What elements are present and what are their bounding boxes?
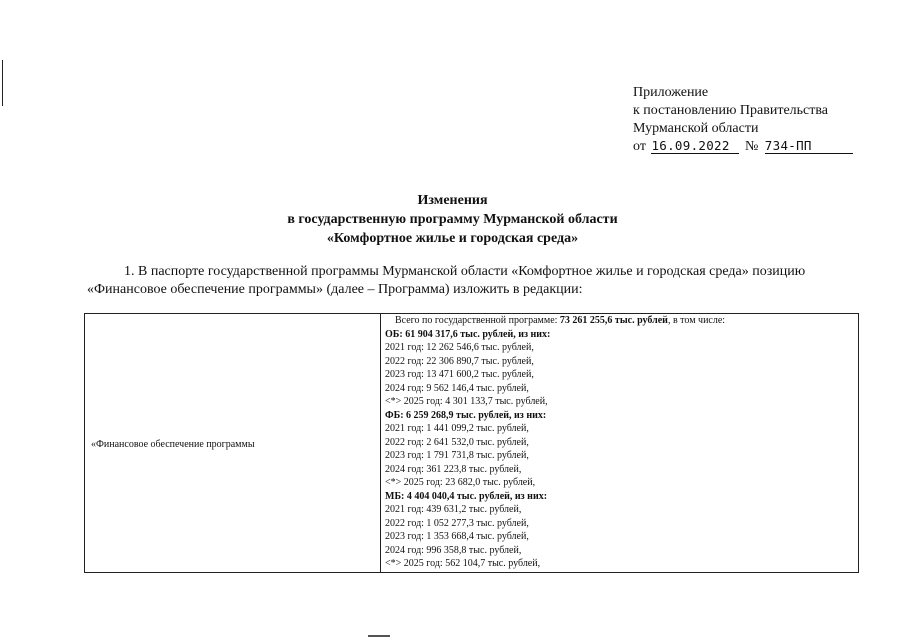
year-row: 2024 год: 996 358,8 тыс. рублей, (385, 544, 522, 556)
section-header (385, 490, 858, 504)
section-header (385, 328, 858, 342)
year-row: 2023 год: 1 353 668,4 тыс. рублей, (385, 531, 529, 542)
date-prefix: от (633, 139, 646, 154)
financing-table (84, 313, 859, 573)
appendix-date-line (633, 138, 853, 156)
section-header-text: МБ: 4 404 040,4 тыс. рублей, из них: (385, 490, 548, 502)
year-row: 2021 год: 439 631,2 тыс. рублей, (385, 504, 522, 515)
year-row: <*> 2025 год: 4 301 133,7 тыс. рублей, (385, 396, 548, 407)
paragraph-line: «Финансовое обеспечение программы» (далее – Программа) изложить в редакции: (87, 282, 583, 297)
paragraph-1 (87, 263, 867, 299)
total-line (385, 314, 858, 328)
number-field (765, 139, 853, 154)
appendix-line: Приложение (633, 85, 709, 100)
section-header-text: ФБ: 6 259 268,9 тыс. рублей, из них: (385, 409, 547, 421)
year-row: 2024 год: 361 223,8 тыс. рублей, (385, 463, 522, 475)
total-prefix: Всего по государственной программе: (395, 315, 560, 326)
year-row: 2022 год: 1 052 277,3 тыс. рублей, (385, 517, 529, 529)
appendix-line: к постановлению Правительства (633, 103, 829, 118)
total-amount: 73 261 255,6 тыс. рублей (559, 315, 668, 326)
scan-edge-mark-bottom (368, 635, 390, 637)
year-row: 2021 год: 12 262 546,6 тыс. рублей, (385, 342, 534, 353)
scan-edge-mark (2, 60, 3, 106)
year-row: 2024 год: 9 562 146,4 тыс. рублей, (385, 382, 529, 394)
year-row: 2023 год: 13 471 600,2 тыс. рублей, (385, 369, 534, 380)
appendix-line: Мурманской области (633, 121, 759, 136)
table-value-cell (381, 314, 858, 572)
title-line: Изменения (417, 193, 488, 208)
title-line: в государственную программу Мурманской области (287, 212, 618, 227)
table-row-label: «Финансовое обеспечение программы (91, 439, 255, 450)
table-label-cell (85, 314, 381, 572)
number-prefix: № (744, 139, 759, 154)
decree-number: 734-ПП (764, 138, 812, 153)
paragraph-line: 1. В паспорте государственной программы Мурманской области «Комфортное жилье и городская среда» позицию (124, 264, 806, 279)
title-line: «Комфортное жилье и городская среда» (326, 231, 579, 246)
appendix-header (633, 84, 853, 156)
total-suffix: , в том числе: (667, 315, 726, 326)
section-header-text: ОБ: 61 904 317,6 тыс. рублей, из них: (385, 328, 551, 340)
year-row: <*> 2025 год: 562 104,7 тыс. рублей, (385, 558, 541, 569)
date-field (651, 139, 739, 154)
decree-date: 16.09.2022 (651, 138, 730, 153)
year-row: 2021 год: 1 441 099,2 тыс. рублей, (385, 423, 529, 434)
year-row: 2022 год: 2 641 532,0 тыс. рублей, (385, 436, 529, 448)
year-row: <*> 2025 год: 23 682,0 тыс. рублей, (385, 477, 536, 488)
year-row: 2022 год: 22 306 890,7 тыс. рублей, (385, 355, 534, 367)
document-title (0, 191, 905, 248)
year-row: 2023 год: 1 791 731,8 тыс. рублей, (385, 450, 529, 461)
section-header (385, 409, 858, 423)
